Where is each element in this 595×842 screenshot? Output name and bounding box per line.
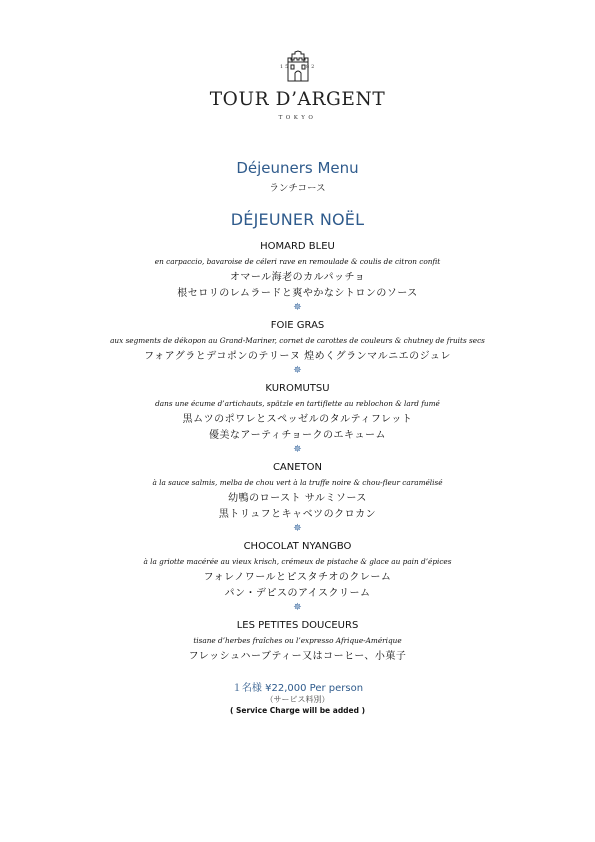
logo-year-left: 15 (280, 64, 291, 70)
brand-city: TOKYO (278, 115, 317, 121)
course-japanese: 黒トリュフとキャベツのクロカン (218, 509, 377, 520)
course-japanese: フレッシュハーブティー又はコーヒー、小菓子 (188, 651, 407, 662)
brand-name: TOUR D’ARGENT (209, 89, 386, 110)
snowflake-icon: ✵ (293, 302, 302, 313)
course-description: dans une écume d’artichauts, spätzle en tartiflette au reblochon & lard fumé (155, 399, 440, 408)
course-japanese: パン・デピスのアイスクリーム (224, 588, 371, 599)
service-charge-note: ( Service Charge will be added ) (229, 706, 366, 715)
course-japanese: 黒ムツのポワレとスペッゼルのタルティフレット (182, 414, 413, 425)
snowflake-icon: ✵ (293, 365, 302, 376)
service-charge-japanese: （サービス料別） (265, 695, 330, 704)
snowflake-icon: ✵ (293, 523, 302, 534)
course-japanese: 根セロリのレムラードと爽やかなシトロンのソース (177, 288, 418, 299)
course-name: CHOCOLAT NYANGBO (243, 541, 352, 552)
course-japanese: 優美なアーティチョークのエキューム (208, 430, 387, 441)
course-japanese: 幼鴨のロースト サルミソース (228, 493, 367, 504)
course-description: aux segments de dékopon au Grand-Mariner, cornet de carottes de couleurs & chutney de fruits secs (110, 336, 485, 345)
course-japanese: オマール海老のカルパッチョ (229, 272, 366, 283)
price: １名様 ¥22,000 Per person (231, 683, 364, 694)
snowflake-icon: ✵ (293, 444, 302, 455)
course-description: en carpaccio, bavaroise de céleri rave en remoulade & coulis de citron confit (154, 257, 441, 266)
course-description: à la sauce salmis, melba de chou vert à la truffe noire & chou-fleur caramélisé (152, 478, 443, 487)
course-description: à la griotte macérée au vieux krisch, crémeux de pistache & glace au pain d’épices (143, 557, 452, 566)
course-japanese: フォレノワールとピスタチオのクレーム (203, 572, 392, 583)
menu-heading: DÉJEUNER NOËL (230, 210, 365, 229)
course-name: FOIE GRAS (270, 320, 325, 331)
menu-title: Déjeuners Menu (236, 159, 359, 177)
course-name: CANETON (272, 462, 323, 473)
logo-year-right: 82 (306, 64, 317, 70)
course-name: KUROMUTSU (265, 383, 330, 394)
menu-subtitle: ランチコース (269, 183, 326, 194)
course-name: LES PETITES DOUCEURS (236, 620, 359, 631)
course-name: HOMARD BLEU (260, 241, 335, 252)
snowflake-icon: ✵ (293, 602, 302, 613)
tower-logo (0, 50, 595, 82)
course-description: tisane d’herbes fraîches ou l’expresso Afrique-Amérique (193, 636, 402, 645)
course-japanese: フォアグラとデコポンのテリーヌ 煌めくグランマルニエのジュレ (144, 351, 451, 362)
